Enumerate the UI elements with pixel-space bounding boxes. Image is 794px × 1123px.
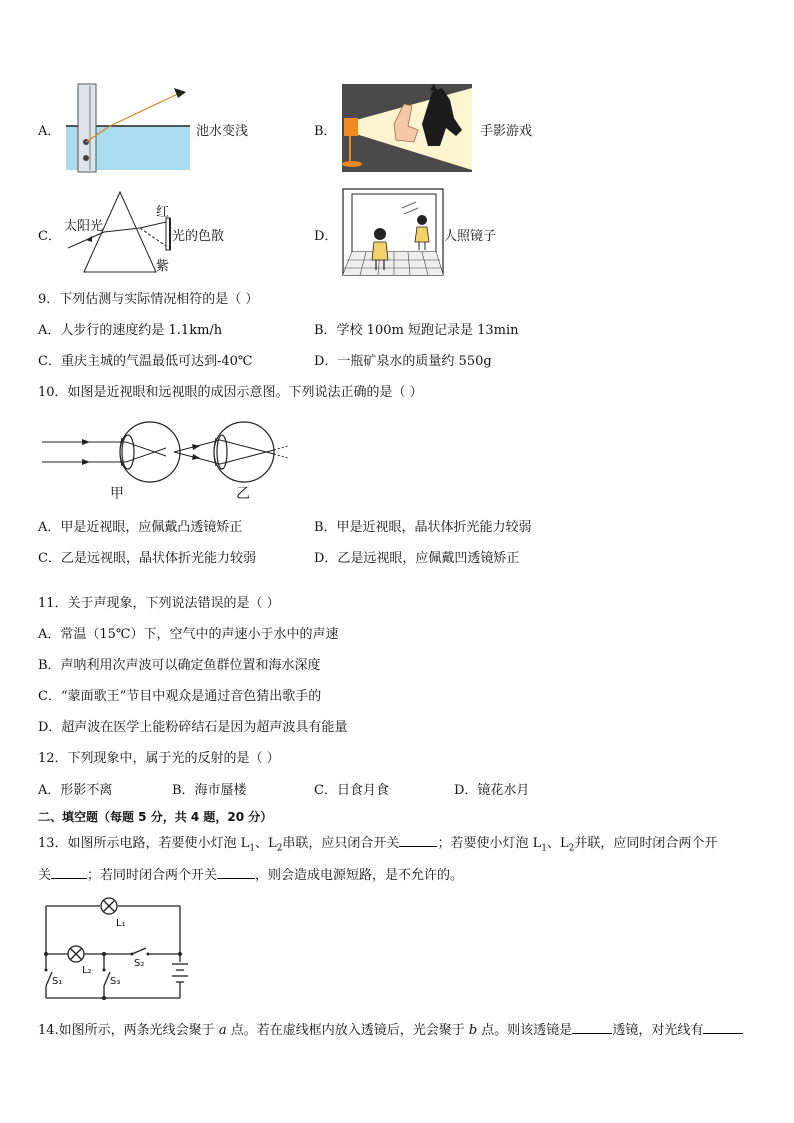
q14-text-1: 14.如图所示，两条光线会聚于 (38, 1023, 219, 1038)
q9-option-c: C．重庆主城的气温最低可达到-40℃ (38, 354, 253, 369)
q13-text-3: 串联，应只闭合开关 (282, 836, 400, 851)
q14-point-b: b (468, 1023, 478, 1038)
q13-text-5: 、L (546, 836, 569, 851)
q12-option-a: A．形影不离 (38, 783, 113, 798)
q11-option-c: C．“蒙面歌王”节目中观众是通过音色猜出歌手的 (38, 689, 322, 704)
q9-option-d: D．一瓶矿泉水的质量约 550g (314, 354, 492, 369)
q13-l2-label: L₂ (82, 965, 92, 976)
q14-blank-1[interactable] (572, 1021, 612, 1034)
q13-s1-label: S₁ (52, 976, 63, 987)
q13-circuit-diagram (38, 894, 188, 1006)
q13-text-7: 关 (38, 868, 52, 883)
q14-text-2: 点。若在虚线框内放入透镜后，光会聚于 (226, 1023, 469, 1038)
q8-option-d-caption: 人照镜子 (444, 229, 497, 244)
q8-option-a-image (62, 82, 194, 174)
q14-text-3: 点。则该透镜是 (477, 1023, 573, 1038)
q10-stem: 10．如图是近视眼和远视眼的成因示意图。下列说法正确的是（ ） (38, 385, 423, 400)
q13-blank-3[interactable] (217, 866, 255, 879)
q8-option-b-image (342, 84, 472, 172)
q13-blank-1[interactable] (399, 834, 437, 847)
q8-option-d-letter: D． (314, 229, 338, 244)
q14-blank-2[interactable] (703, 1021, 743, 1034)
q8-option-d-image (342, 188, 444, 276)
q13-text-6: 并联，应同时闭合两个开 (574, 836, 718, 851)
q14-text-4: 透镜，对光线有 (612, 1023, 704, 1038)
q13-text-1: 13．如图所示电路，若要使小灯泡 L (38, 836, 250, 851)
q14-line-1 (38, 1021, 743, 1040)
q8-c-red-label: 红 (156, 205, 170, 220)
q13-sub-1b: 1 (541, 843, 547, 854)
q10-label-jia: 甲 (110, 486, 124, 502)
q13-blank-2[interactable] (51, 866, 87, 879)
q12-option-b: B．海市蜃楼 (172, 783, 247, 798)
q8-option-c-caption: 光的色散 (172, 229, 225, 244)
q8-option-b-letter: B． (314, 124, 337, 139)
q10-eye-diagram (38, 410, 298, 502)
q13-text-4: ；若要使小灯泡 L (437, 836, 542, 851)
q8-option-a-caption: 池水变浅 (196, 124, 249, 139)
q13-sub-2b: 2 (568, 843, 575, 854)
q12-stem: 12．下列现象中，属于光的反射的是（ ） (38, 751, 280, 766)
q8-c-sunlight-label: 太阳光 (64, 219, 104, 234)
q10-option-b: B．甲是近视眼，晶状体折光能力较弱 (314, 520, 532, 535)
q9-stem: 9．下列估测与实际情况相符的是（ ） (38, 292, 259, 307)
q13-sub-2a: 2 (276, 843, 283, 854)
q13-sub-1a: 1 (249, 843, 256, 854)
q8-option-c-image (62, 188, 182, 278)
section-2-heading: 二、填空题（每题 5 分，共 4 题，20 分） (38, 810, 273, 824)
q13-l1-label: L₁ (116, 918, 126, 929)
q11-option-a: A．常温（15℃）下，空气中的声速小于水中的声速 (38, 627, 339, 642)
q11-option-b: B．声呐利用次声波可以确定鱼群位置和海水深度 (38, 658, 321, 673)
q9-option-a: A．人步行的速度约是 1.1km/h (38, 323, 223, 338)
q9-option-b: B．学校 100m 短跑记录是 13min (314, 323, 519, 338)
q13-s2-label: S₂ (134, 958, 145, 969)
q13-text-9: ，则会造成电源短路，是不允许的。 (255, 868, 464, 883)
q10-option-c: C．乙是远视眼，晶状体折光能力较弱 (38, 551, 256, 566)
q13-s3-label: S₃ (110, 976, 121, 987)
q13-line-2 (38, 866, 463, 885)
q12-option-c: C．日食月食 (314, 783, 389, 798)
q13-text-8: ；若同时闭合两个开关 (87, 868, 218, 883)
q8-option-c-letter: C． (38, 229, 61, 244)
q10-option-a: A．甲是近视眼，应佩戴凸透镜矫正 (38, 520, 243, 535)
q10-option-d: D．乙是远视眼，应佩戴凹透镜矫正 (314, 551, 520, 566)
q13-line-1 (38, 834, 717, 858)
q13-text-2: 、L (255, 836, 277, 851)
q8-c-violet-label: 紫 (156, 259, 170, 274)
q8-option-b-caption: 手影游戏 (480, 124, 533, 139)
q11-stem: 11．关于声现象，下列说法错误的是（ ） (38, 596, 280, 611)
q14-point-a: a (218, 1023, 227, 1038)
q8-option-a-letter: A． (38, 124, 61, 139)
q10-label-yi: 乙 (236, 486, 250, 502)
q12-option-d: D．镜花水月 (454, 783, 530, 798)
q11-option-d: D．超声波在医学上能粉碎结石是因为超声波具有能量 (38, 720, 348, 735)
